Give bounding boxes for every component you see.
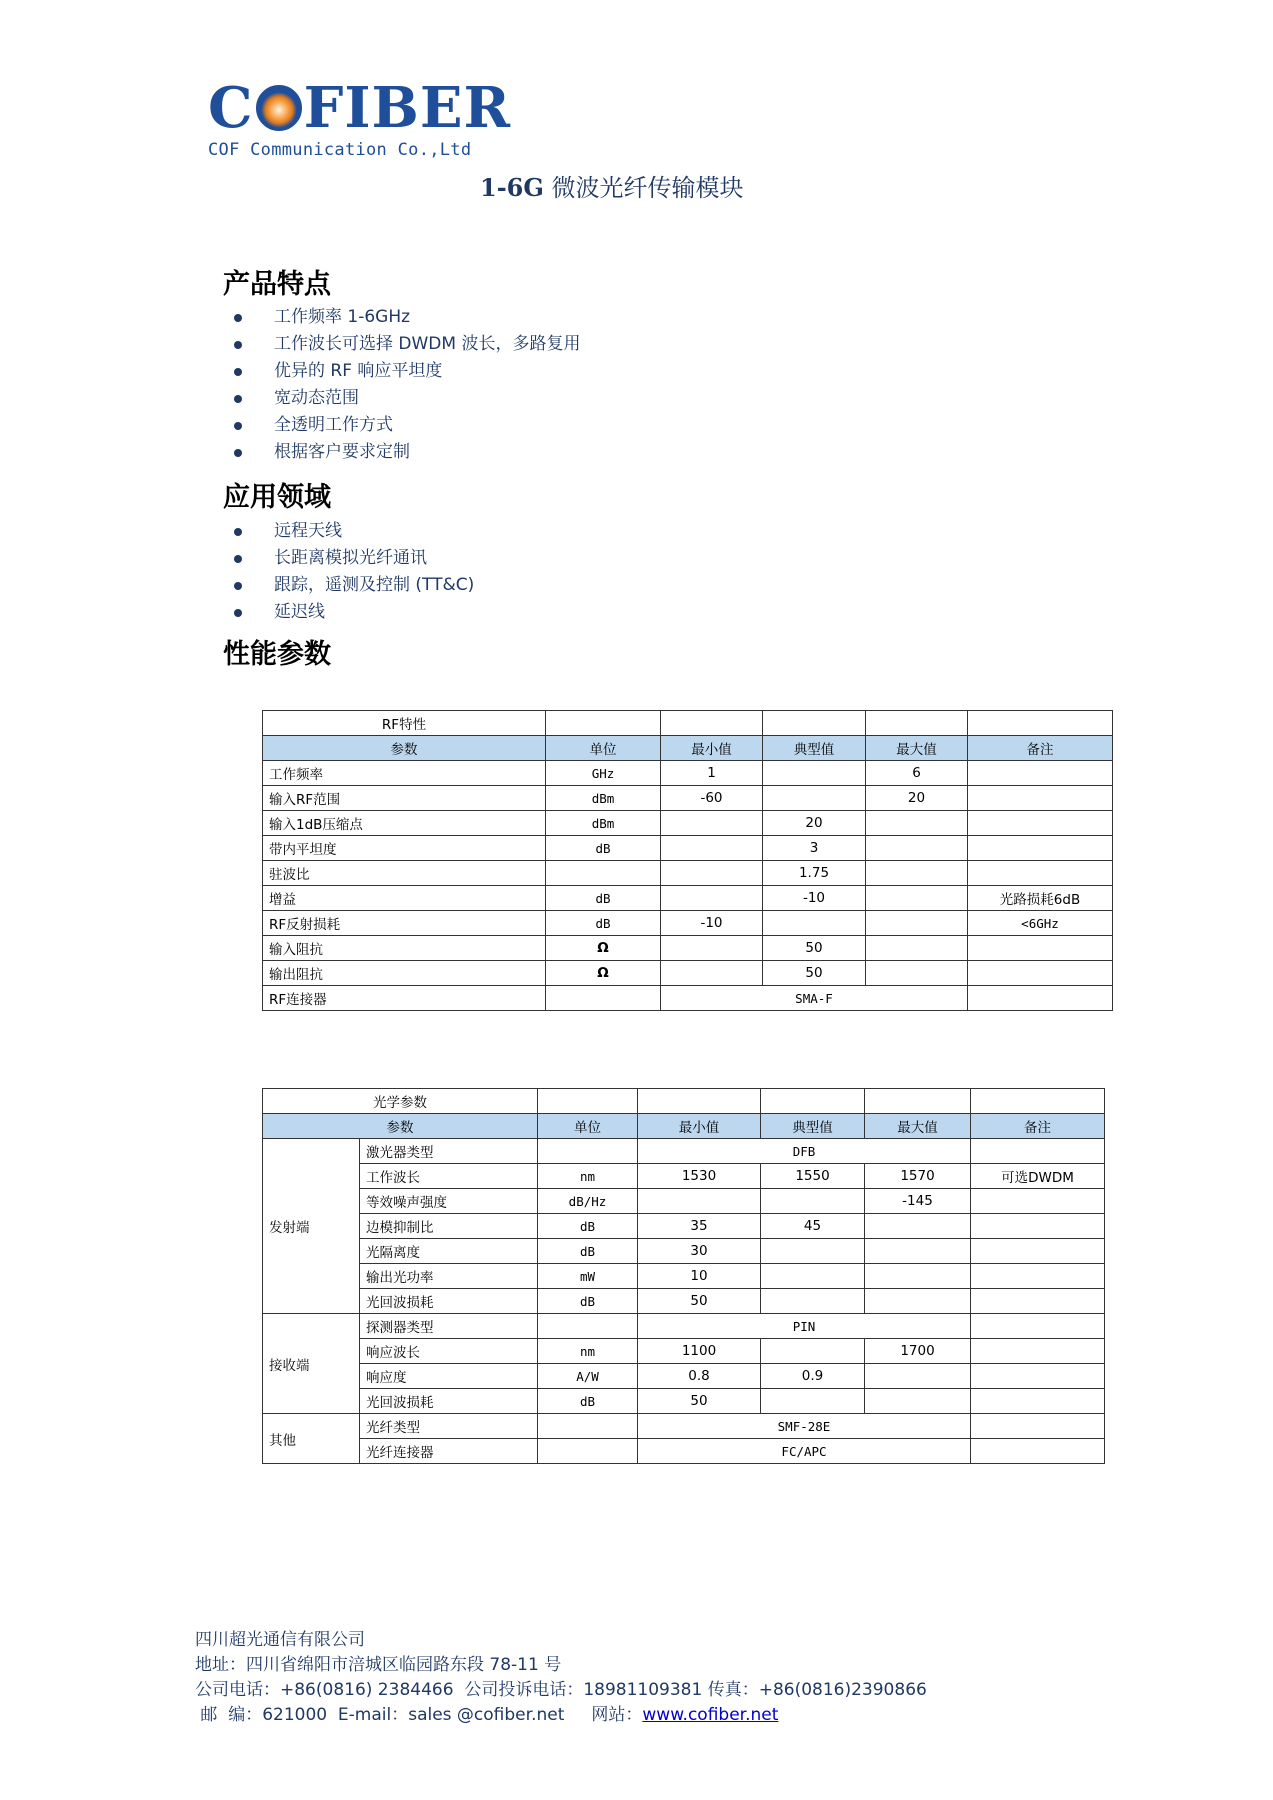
globe-icon — [256, 85, 302, 131]
empty-cell — [546, 711, 661, 736]
unit-cell — [538, 1314, 638, 1339]
column-header: 单位 — [538, 1114, 638, 1139]
unit-cell: nm — [538, 1339, 638, 1364]
footer-phones: 公司电话：+86(0816) 2384466 公司投诉电话：18981109381 传真：+86(0816)2390866 — [195, 1680, 927, 1700]
typ-cell: 0.9 — [761, 1364, 865, 1389]
typ-cell: 50 — [763, 936, 866, 961]
list-item-text: 宽动态范围 — [274, 388, 359, 408]
typ-cell — [761, 1189, 865, 1214]
param-cell: 激光器类型 — [360, 1139, 538, 1164]
note-cell — [971, 1339, 1105, 1364]
min-cell — [661, 811, 763, 836]
applications-heading: 应用领域 — [223, 482, 331, 513]
document-title — [480, 168, 744, 203]
unit-cell: GHz — [546, 761, 661, 786]
min-cell: 0.8 — [638, 1364, 761, 1389]
optical-spec-table — [262, 1088, 1105, 1464]
list-item-text: 跟踪，遥测及控制 (TT&C) — [274, 575, 475, 595]
unit-cell: dB — [538, 1239, 638, 1264]
unit-cell: Ω — [546, 961, 661, 986]
note-cell — [971, 1139, 1105, 1164]
unit-cell: nm — [538, 1164, 638, 1189]
typ-cell: 1550 — [761, 1164, 865, 1189]
span-value-cell: FC/APC — [638, 1439, 971, 1464]
param-cell: 输出光功率 — [360, 1264, 538, 1289]
table-title: RF特性 — [263, 711, 546, 736]
min-cell — [661, 886, 763, 911]
min-cell: 30 — [638, 1239, 761, 1264]
note-cell — [968, 986, 1113, 1011]
param-cell: 边模抑制比 — [360, 1214, 538, 1239]
unit-cell: A/W — [538, 1364, 638, 1389]
unit-cell — [538, 1414, 638, 1439]
table-row — [263, 1214, 1105, 1239]
list-item — [232, 545, 474, 572]
min-cell: 10 — [638, 1264, 761, 1289]
note-cell — [968, 961, 1113, 986]
list-item — [232, 358, 580, 385]
table-row — [263, 1164, 1105, 1189]
span-value-cell: PIN — [638, 1314, 971, 1339]
typ-cell — [761, 1264, 865, 1289]
bullet-icon — [234, 368, 242, 376]
column-header: 最大值 — [866, 736, 968, 761]
note-cell — [971, 1439, 1105, 1464]
typ-cell — [761, 1389, 865, 1414]
applications-list — [232, 518, 474, 626]
unit-cell — [546, 861, 661, 886]
website-link[interactable]: www.cofiber.net — [642, 1705, 779, 1725]
param-cell: 光纤类型 — [360, 1414, 538, 1439]
typ-cell — [761, 1339, 865, 1364]
table-row — [263, 1414, 1105, 1439]
empty-cell — [968, 711, 1113, 736]
empty-cell — [761, 1089, 865, 1114]
param-cell: 光纤连接器 — [360, 1439, 538, 1464]
min-cell — [661, 836, 763, 861]
bullet-icon — [234, 422, 242, 430]
list-item-text: 远程天线 — [274, 521, 342, 541]
column-header: 参数 — [263, 1114, 538, 1139]
table-title: 光学参数 — [263, 1089, 538, 1114]
param-cell: 工作波长 — [360, 1164, 538, 1189]
note-cell — [968, 936, 1113, 961]
empty-cell — [866, 711, 968, 736]
max-cell — [866, 911, 968, 936]
min-cell: -10 — [661, 911, 763, 936]
title-prefix: 1-6G — [480, 173, 544, 202]
unit-cell: dB — [538, 1289, 638, 1314]
unit-cell: dBm — [546, 786, 661, 811]
note-cell — [971, 1289, 1105, 1314]
min-cell: -60 — [661, 786, 763, 811]
empty-cell — [971, 1089, 1105, 1114]
max-cell — [866, 836, 968, 861]
note-cell — [968, 761, 1113, 786]
table-header-row — [263, 1114, 1105, 1139]
param-cell: 光回波损耗 — [360, 1289, 538, 1314]
note-cell — [971, 1264, 1105, 1289]
typ-cell: 20 — [763, 811, 866, 836]
group-label: 发射端 — [263, 1139, 360, 1314]
list-item-text: 工作波长可选择 DWDM 波长，多路复用 — [274, 334, 581, 354]
param-cell: 响应度 — [360, 1364, 538, 1389]
param-cell: 工作频率 — [263, 761, 546, 786]
table-row — [263, 1189, 1105, 1214]
footer-company: 四川超光通信有限公司 — [195, 1630, 365, 1650]
column-header: 备注 — [968, 736, 1113, 761]
unit-cell: dB — [538, 1389, 638, 1414]
unit-cell — [538, 1139, 638, 1164]
table-row — [263, 1364, 1105, 1389]
typ-cell — [761, 1289, 865, 1314]
max-cell — [866, 886, 968, 911]
bullet-icon — [234, 582, 242, 590]
unit-cell — [546, 986, 661, 1011]
min-cell: 1530 — [638, 1164, 761, 1189]
min-cell — [661, 936, 763, 961]
bullet-icon — [234, 395, 242, 403]
typ-cell — [763, 911, 866, 936]
empty-cell — [538, 1089, 638, 1114]
list-item — [232, 331, 580, 358]
list-item-text: 延迟线 — [274, 602, 325, 622]
note-cell — [971, 1239, 1105, 1264]
column-header: 典型值 — [763, 736, 866, 761]
min-cell: 1 — [661, 761, 763, 786]
list-item-text: 优异的 RF 响应平坦度 — [274, 361, 443, 381]
note-cell — [971, 1414, 1105, 1439]
empty-cell — [638, 1089, 761, 1114]
min-cell — [638, 1189, 761, 1214]
typ-cell: 50 — [763, 961, 866, 986]
note-cell — [971, 1364, 1105, 1389]
unit-cell: dB — [546, 836, 661, 861]
max-cell — [865, 1389, 971, 1414]
table-row — [263, 1289, 1105, 1314]
span-value-cell: SMF-28E — [638, 1414, 971, 1439]
max-cell — [866, 861, 968, 886]
typ-cell: 1.75 — [763, 861, 866, 886]
param-cell: 输入RF范围 — [263, 786, 546, 811]
table-row — [263, 1139, 1105, 1164]
note-cell — [971, 1314, 1105, 1339]
bullet-icon — [234, 341, 242, 349]
note-cell: 光路损耗6dB — [968, 886, 1113, 911]
column-header: 最小值 — [638, 1114, 761, 1139]
table-row — [263, 836, 1113, 861]
table-row — [263, 911, 1113, 936]
list-item — [232, 572, 474, 599]
column-header: 最小值 — [661, 736, 763, 761]
min-cell — [661, 961, 763, 986]
column-header: 备注 — [971, 1114, 1105, 1139]
unit-cell: dB — [546, 886, 661, 911]
note-cell — [971, 1189, 1105, 1214]
max-cell — [865, 1239, 971, 1264]
unit-cell: dB — [546, 911, 661, 936]
typ-cell — [763, 786, 866, 811]
max-cell — [866, 811, 968, 836]
note-cell — [968, 786, 1113, 811]
max-cell — [866, 961, 968, 986]
min-cell — [661, 861, 763, 886]
list-item — [232, 304, 580, 331]
min-cell: 50 — [638, 1389, 761, 1414]
param-cell: 带内平坦度 — [263, 836, 546, 861]
performance-heading: 性能参数 — [223, 639, 331, 670]
param-cell: RF连接器 — [263, 986, 546, 1011]
note-cell: 可选DWDM — [971, 1164, 1105, 1189]
note-cell — [968, 861, 1113, 886]
column-header: 典型值 — [761, 1114, 865, 1139]
bullet-icon — [234, 555, 242, 563]
table-row — [263, 1339, 1105, 1364]
unit-cell: Ω — [546, 936, 661, 961]
min-cell: 50 — [638, 1289, 761, 1314]
list-item — [232, 599, 474, 626]
column-header: 最大值 — [865, 1114, 971, 1139]
param-cell: 增益 — [263, 886, 546, 911]
list-item — [232, 385, 580, 412]
max-cell — [866, 936, 968, 961]
table-row — [263, 786, 1113, 811]
bullet-icon — [234, 314, 242, 322]
features-heading: 产品特点 — [223, 269, 331, 300]
unit-cell — [538, 1439, 638, 1464]
max-cell — [865, 1289, 971, 1314]
table-row — [263, 961, 1113, 986]
table-title-row — [263, 711, 1113, 736]
column-header: 参数 — [263, 736, 546, 761]
logo-letter-c: C — [208, 75, 254, 141]
company-logo — [208, 75, 538, 160]
param-cell: RF反射损耗 — [263, 911, 546, 936]
features-list — [232, 304, 580, 466]
max-cell — [865, 1214, 971, 1239]
logo-letters-fiber: FIBER — [303, 75, 512, 141]
list-item — [232, 518, 474, 545]
note-cell — [971, 1389, 1105, 1414]
empty-cell — [865, 1089, 971, 1114]
note-cell — [971, 1214, 1105, 1239]
note-cell: <6GHz — [968, 911, 1113, 936]
table-row — [263, 761, 1113, 786]
table-row — [263, 886, 1113, 911]
max-cell — [865, 1264, 971, 1289]
empty-cell — [661, 711, 763, 736]
typ-cell: 3 — [763, 836, 866, 861]
bullet-icon — [234, 609, 242, 617]
typ-cell: -10 — [763, 886, 866, 911]
logo-wordmark — [208, 75, 538, 141]
max-cell: 20 — [866, 786, 968, 811]
param-cell: 输出阻抗 — [263, 961, 546, 986]
max-cell: 1570 — [865, 1164, 971, 1189]
list-item — [232, 439, 580, 466]
table-row — [263, 986, 1113, 1011]
column-header: 单位 — [546, 736, 661, 761]
min-cell: 35 — [638, 1214, 761, 1239]
table-row — [263, 1389, 1105, 1414]
span-value-cell: DFB — [638, 1139, 971, 1164]
note-cell — [968, 836, 1113, 861]
rf-spec-table — [262, 710, 1113, 1011]
table-title-row — [263, 1089, 1105, 1114]
table-header-row — [263, 736, 1113, 761]
param-cell: 输入阻抗 — [263, 936, 546, 961]
list-item — [232, 412, 580, 439]
unit-cell: dB/Hz — [538, 1189, 638, 1214]
max-cell: 6 — [866, 761, 968, 786]
param-cell: 光回波损耗 — [360, 1389, 538, 1414]
group-label: 其他 — [263, 1414, 360, 1464]
list-item-text: 工作频率 1-6GHz — [274, 307, 411, 327]
title-rest: 微波光纤传输模块 — [543, 174, 744, 202]
list-item-text: 长距离模拟光纤通讯 — [274, 548, 427, 568]
unit-cell: dB — [538, 1214, 638, 1239]
max-cell — [865, 1364, 971, 1389]
group-label: 接收端 — [263, 1314, 360, 1414]
param-cell: 等效噪声强度 — [360, 1189, 538, 1214]
typ-cell: 45 — [761, 1214, 865, 1239]
param-cell: 光隔离度 — [360, 1239, 538, 1264]
list-item-text: 根据客户要求定制 — [274, 442, 410, 462]
table-row — [263, 861, 1113, 886]
footer-postal-email-text: 邮 编：621000 E-mail：sales @cofiber.net 网站： — [195, 1705, 643, 1725]
param-cell: 驻波比 — [263, 861, 546, 886]
min-cell: 1100 — [638, 1339, 761, 1364]
table-row — [263, 1264, 1105, 1289]
footer-address: 地址：四川省绵阳市涪城区临园路东段 78-11 号 — [195, 1655, 562, 1675]
unit-cell: mW — [538, 1264, 638, 1289]
bullet-icon — [234, 528, 242, 536]
table-row — [263, 936, 1113, 961]
param-cell: 输入1dB压缩点 — [263, 811, 546, 836]
param-cell: 探测器类型 — [360, 1314, 538, 1339]
footer-contact — [195, 1628, 927, 1728]
bullet-icon — [234, 449, 242, 457]
table-row — [263, 1439, 1105, 1464]
empty-cell — [763, 711, 866, 736]
table-row — [263, 1314, 1105, 1339]
unit-cell: dBm — [546, 811, 661, 836]
max-cell: -145 — [865, 1189, 971, 1214]
note-cell — [968, 811, 1113, 836]
param-cell: 响应波长 — [360, 1339, 538, 1364]
connector-value-cell: SMA-F — [661, 986, 968, 1011]
table-row — [263, 1239, 1105, 1264]
typ-cell — [763, 761, 866, 786]
logo-subtitle: COF Communication Co.,Ltd — [208, 140, 472, 160]
footer-postal-email — [195, 1703, 927, 1728]
list-item-text: 全透明工作方式 — [274, 415, 393, 435]
max-cell: 1700 — [865, 1339, 971, 1364]
table-row — [263, 811, 1113, 836]
typ-cell — [761, 1239, 865, 1264]
